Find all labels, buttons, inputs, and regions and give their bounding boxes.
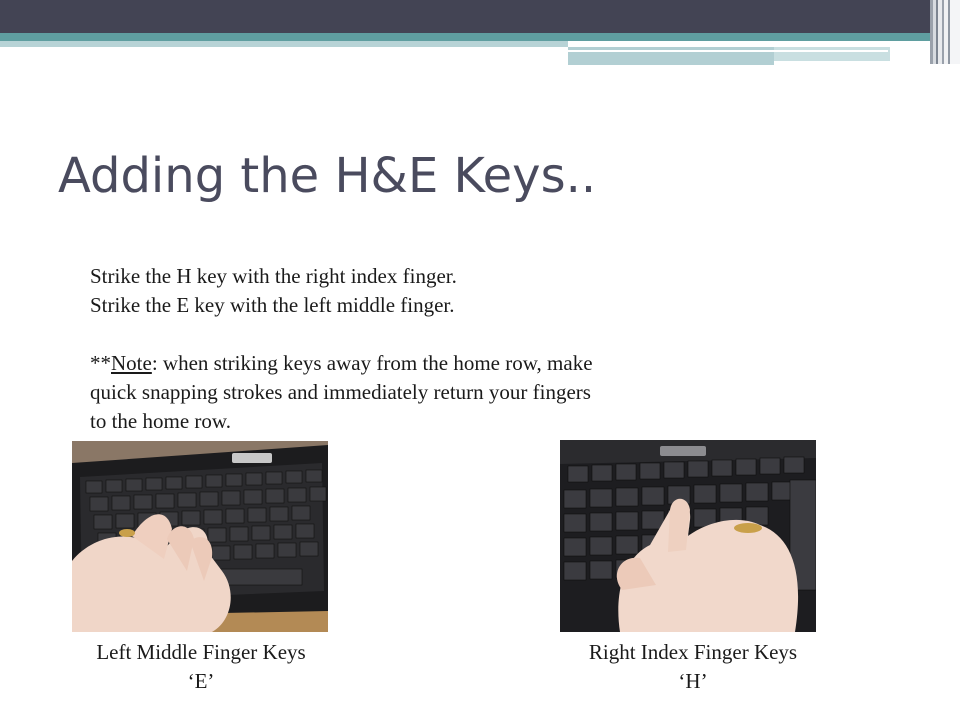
slide-title: Adding the H&E Keys..: [58, 148, 597, 204]
header-band-teal: [0, 33, 930, 41]
caption-right-line2: ‘H’: [678, 669, 708, 693]
instruction-e-key: Strike the E key with the left middle finger.: [90, 293, 455, 317]
caption-left-line2: ‘E’: [187, 669, 215, 693]
note-line-1: [90, 349, 770, 378]
photo-left-middle-finger: [72, 441, 328, 632]
note-line-3: to the home row.: [90, 409, 231, 433]
header-band-dark: [0, 0, 930, 33]
caption-left: [60, 638, 342, 696]
instruction-h-key: Strike the H key with the right index finger.: [90, 264, 457, 288]
caption-left-line1: Left Middle Finger Keys: [96, 640, 306, 664]
slide-body: [90, 262, 770, 436]
note-label: Note: [111, 351, 152, 375]
header-white-line: [568, 50, 888, 52]
photo-right-index-finger: [560, 440, 816, 632]
header-edge-stripes: [930, 0, 960, 64]
left-hand-keyboard-image: [72, 441, 328, 632]
caption-right: [552, 638, 834, 696]
note-line-2: quick snapping strokes and immediately return your fingers: [90, 380, 591, 404]
paragraph-gap: [90, 320, 770, 349]
header-band-light: [0, 41, 568, 47]
caption-right-line1: Right Index Finger Keys: [588, 640, 798, 664]
note-prefix: **: [90, 351, 111, 375]
note-text-1: : when striking keys away from the home row, make: [151, 351, 593, 375]
right-hand-keyboard-image: [560, 440, 816, 632]
